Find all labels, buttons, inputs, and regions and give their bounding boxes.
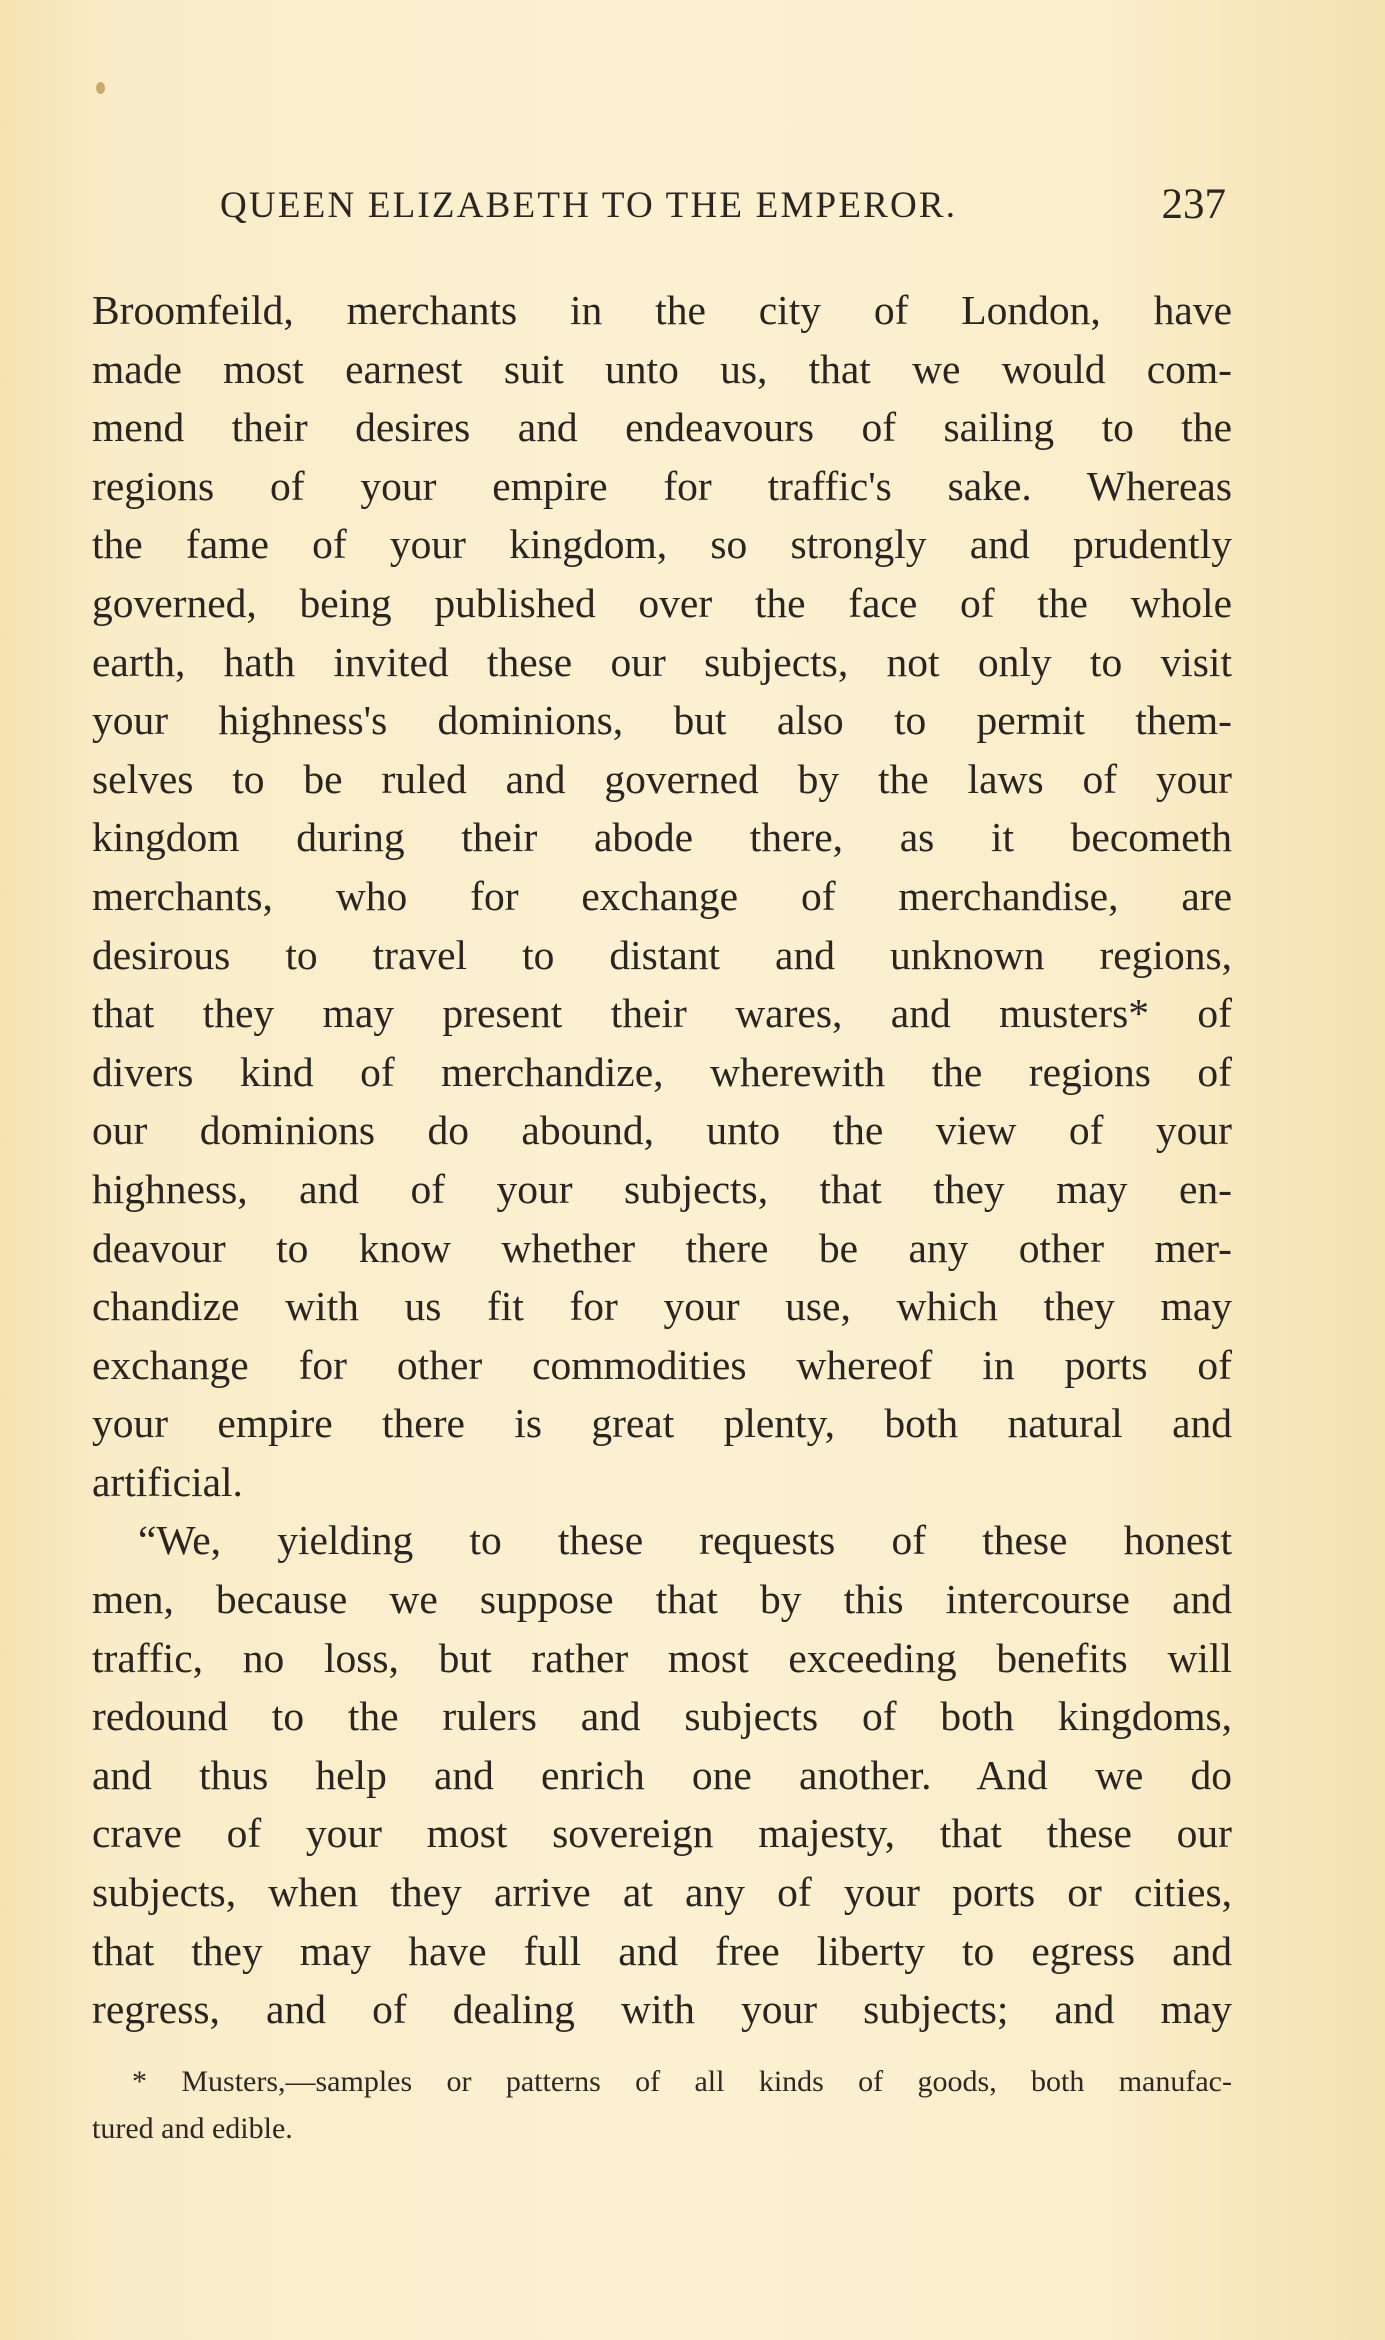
footnote-line: tured and edible.	[92, 2112, 293, 2145]
text-line: our dominions do abound, unto the view of your	[92, 1107, 1232, 1154]
text-line: Broomfeild, merchants in the city of London, have	[92, 287, 1232, 333]
text-line: “We, yielding to these requests of these honest	[138, 1517, 1232, 1564]
text-line: merchants, who for exchange of merchandise, are	[92, 872, 1232, 919]
text-line: that they may present their wares, and musters* of	[92, 990, 1232, 1037]
text-line: redound to the rulers and subjects of both kingdoms,	[92, 1693, 1232, 1740]
text-line: traffic, no loss, but rather most exceeding benefits will	[92, 1634, 1232, 1681]
text-line: artificial.	[92, 1458, 243, 1505]
page-number: 237	[1161, 181, 1226, 228]
text-line: exchange for other commodities whereof in ports of	[92, 1341, 1232, 1388]
running-head	[92, 180, 1226, 232]
text-line: kingdom during their abode there, as it becometh	[92, 814, 1232, 861]
text-line: deavour to know whether there be any other mer-	[92, 1224, 1232, 1271]
text-line: your empire there is great plenty, both natural and	[92, 1400, 1232, 1447]
text-line: and thus help and enrich one another. And we do	[92, 1751, 1232, 1798]
text-line: earth, hath invited these our subjects, not only to visit	[92, 638, 1232, 685]
text-line: subjects, when they arrive at any of your ports or cities,	[92, 1869, 1232, 1916]
running-title: QUEEN ELIZABETH TO THE EMPEROR.	[220, 185, 958, 226]
text-line: chandize with us fit for your use, which they may	[92, 1283, 1232, 1330]
text-line: regions of your empire for traffic's sake. Whereas	[92, 462, 1232, 509]
text-line: highness, and of your subjects, that they may en-	[92, 1165, 1232, 1212]
text-line: desirous to travel to distant and unknown regions,	[92, 931, 1232, 978]
text-line: crave of your most sovereign majesty, that these our	[92, 1810, 1232, 1857]
footnote	[92, 2058, 1232, 2152]
body-text	[92, 281, 1232, 2039]
text-line: that they may have full and free liberty to egress and	[92, 1927, 1232, 1974]
footnote-line: * Musters,—samples or patterns of all kinds of goods, both manufac-	[132, 2065, 1232, 2098]
text-line: divers kind of merchandize, wherewith the regions of	[92, 1048, 1232, 1095]
text-line: your highness's dominions, but also to permit them-	[92, 697, 1232, 744]
text-line: selves to be ruled and governed by the laws of your	[92, 755, 1232, 802]
text-line: mend their desires and endeavours of sailing to the	[92, 404, 1232, 451]
text-line: regress, and of dealing with your subjects; and may	[92, 1986, 1232, 2033]
text-line: the fame of your kingdom, so strongly and prudently	[92, 521, 1232, 568]
text-line: men, because we suppose that by this intercourse and	[92, 1576, 1232, 1623]
text-line: governed, being published over the face of the whole	[92, 579, 1232, 626]
text-line: made most earnest suit unto us, that we would com-	[92, 345, 1232, 392]
paper-blemish	[96, 82, 105, 94]
